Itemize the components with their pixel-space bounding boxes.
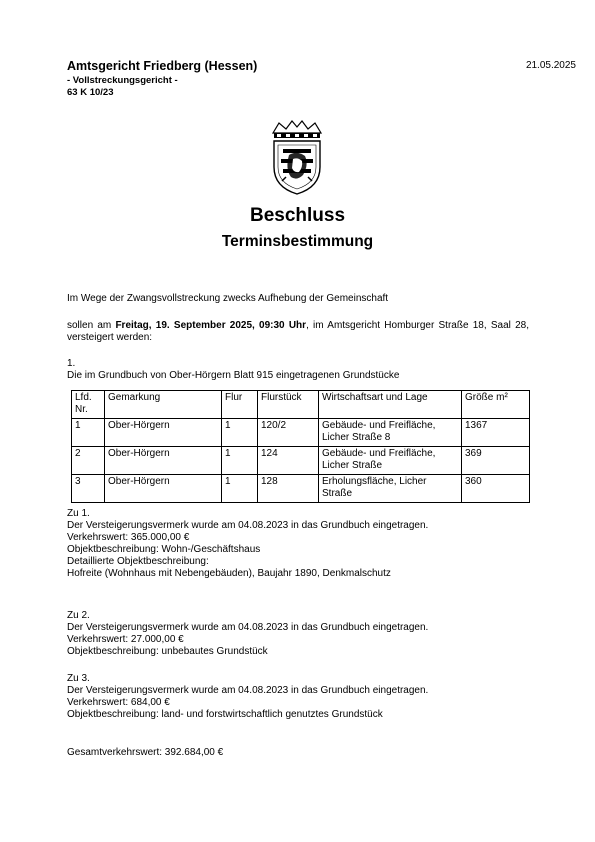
header-gemarkung: Gemarkung xyxy=(105,391,222,419)
hesse-coat-of-arms-icon xyxy=(269,119,325,195)
detail-heading: Zu 2. xyxy=(67,610,90,621)
property-table xyxy=(71,390,530,503)
detail-heading: Zu 3. xyxy=(67,673,90,684)
header-wirtschaftsart: Wirtschaftsart und Lage xyxy=(319,391,462,419)
cell-flurstueck: 128 xyxy=(258,475,319,503)
section-1-text: Die im Grundbuch von Ober-Hörgern Blatt 915 eingetragenen Grundstücke xyxy=(67,370,400,381)
intro-paragraph: Im Wege der Zwangsvollstreckung zwecks Aufhebung der Gemeinschaft xyxy=(67,293,389,304)
header-flur: Flur xyxy=(222,391,258,419)
cell-flur: 1 xyxy=(222,447,258,475)
section-1-intro xyxy=(67,358,399,382)
cell-lfd-nr: 2 xyxy=(72,447,105,475)
detail-line: Verkehrswert: 365.000,00 € xyxy=(67,532,190,544)
cell-groesse: 369 xyxy=(462,447,530,475)
cell-wirtschaftsart: Erholungsfläche, Licher Straße xyxy=(319,475,462,503)
cell-gemarkung: Ober-Hörgern xyxy=(105,475,222,503)
detail-line: Objektbeschreibung: Wohn-/Geschäftshaus xyxy=(67,544,261,556)
court-name: Amtsgericht Friedberg (Hessen) xyxy=(67,59,258,73)
detail-line: Der Versteigerungsvermerk wurde am 04.08.2023 in das Grundbuch eingetragen. xyxy=(67,685,429,697)
table-row xyxy=(72,475,530,503)
header-groesse: Größe m² xyxy=(462,391,530,419)
header-lfd-nr: Lfd. Nr. xyxy=(72,391,105,419)
detail-section-1 xyxy=(67,508,428,581)
auction-datetime: Freitag, 19. September 2025, 09:30 Uhr xyxy=(115,320,307,331)
header-flurstueck: Flurstück xyxy=(258,391,319,419)
detail-line: Verkehrswert: 684,00 € xyxy=(67,697,170,709)
detail-line: Hofreite (Wohnhaus mit Nebengebäuden), Baujahr 1890, Denkmalschutz xyxy=(67,568,391,580)
detail-section-2 xyxy=(67,610,428,658)
detail-line: Der Versteigerungsvermerk wurde am 04.08.2023 in das Grundbuch eingetragen. xyxy=(67,520,429,532)
cell-flur: 1 xyxy=(222,475,258,503)
detail-line: Objektbeschreibung: unbebautes Grundstück xyxy=(67,646,268,658)
cell-flurstueck: 124 xyxy=(258,447,319,475)
case-number: 63 K 10/23 xyxy=(67,87,114,98)
court-department: - Vollstreckungsgericht - xyxy=(67,75,178,86)
document-title: Beschluss xyxy=(249,205,346,226)
table-header-row xyxy=(72,391,530,419)
cell-groesse: 1367 xyxy=(462,419,530,447)
table-row xyxy=(72,419,530,447)
cell-flur: 1 xyxy=(222,419,258,447)
detail-line: Der Versteigerungsvermerk wurde am 04.08.2023 in das Grundbuch eingetragen. xyxy=(67,622,429,634)
document-date: 21.05.2025 xyxy=(525,60,576,71)
section-1-number: 1. xyxy=(67,358,76,369)
detail-section-3 xyxy=(67,673,428,721)
detail-line: Objektbeschreibung: land- und forstwirtschaftlich genutztes Grundstück xyxy=(67,709,383,721)
cell-wirtschaftsart: Gebäude- und Freifläche, Licher Straße 8 xyxy=(319,419,462,447)
auction-prefix: sollen am xyxy=(67,320,116,331)
total-value: Gesamtverkehrswert: 392.684,00 € xyxy=(67,747,224,758)
table-row xyxy=(72,447,530,475)
cell-flurstueck: 120/2 xyxy=(258,419,319,447)
document-subtitle: Terminsbestimmung xyxy=(221,233,374,250)
cell-wirtschaftsart: Gebäude- und Freifläche, Licher Straße xyxy=(319,447,462,475)
auction-suffix: , im Amtsgericht Homburger Straße 18, Saal 28, versteigert werden: xyxy=(67,320,529,343)
cell-groesse: 360 xyxy=(462,475,530,503)
detail-heading: Zu 1. xyxy=(67,508,90,519)
cell-gemarkung: Ober-Hörgern xyxy=(105,419,222,447)
cell-lfd-nr: 1 xyxy=(72,419,105,447)
detail-line: Verkehrswert: 27.000,00 € xyxy=(67,634,184,646)
cell-gemarkung: Ober-Hörgern xyxy=(105,447,222,475)
cell-lfd-nr: 3 xyxy=(72,475,105,503)
auction-date-paragraph xyxy=(67,320,529,344)
detail-line: Detaillierte Objektbeschreibung: xyxy=(67,556,209,568)
